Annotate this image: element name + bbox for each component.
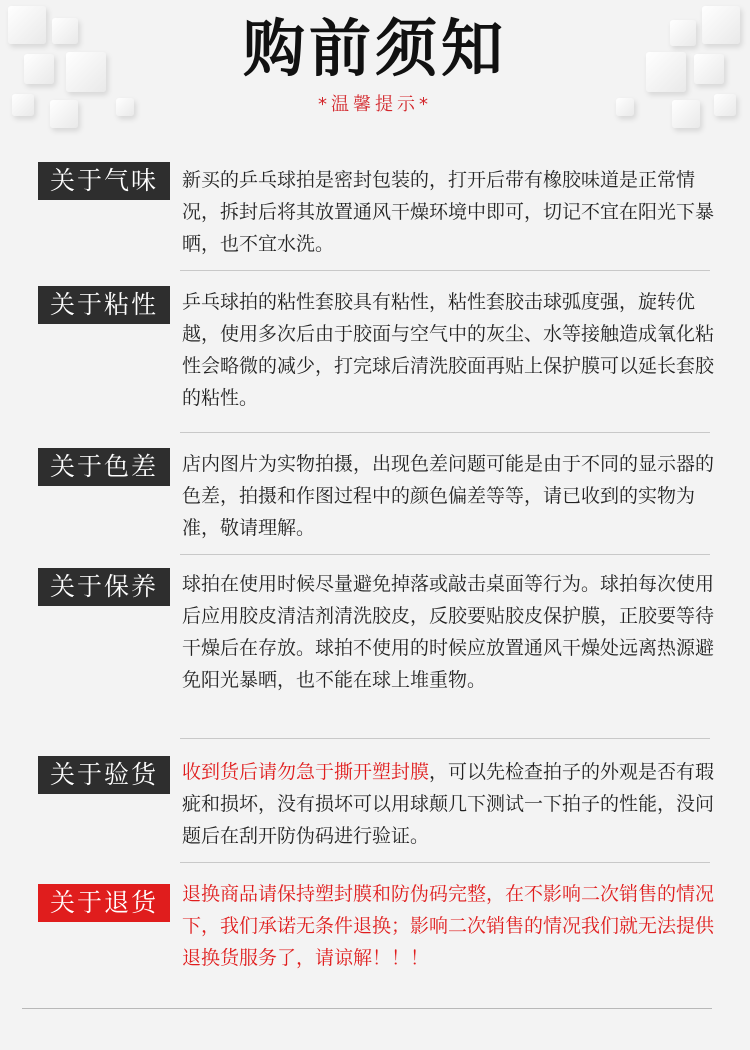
section-label: 关于退货 [38, 884, 170, 922]
bottom-divider [22, 1008, 712, 1009]
section-divider [180, 554, 710, 555]
section-highlight: 退换商品请保持塑封膜和防伪码完整，在不影响二次销售的情况下，我们承诺无条件退换；影响二次销售的情况我们就无法提供退换货服务了，请谅解！！！ [182, 883, 715, 969]
section-body: 乒乓球拍的粘性套胶具有粘性，粘性套胶击球弧度强，旋转优越，使用多次后由于胶面与空气中的灰尘、水等接触造成氧化粘性会略微的减少，打完球后清洗胶面再贴上保护膜可以延长套胶的粘性。 [182, 291, 715, 409]
section-text [182, 568, 717, 696]
section-label: 关于色差 [38, 448, 170, 486]
section-text [182, 164, 717, 260]
page-header [0, 10, 750, 116]
section-text [182, 878, 717, 974]
section-divider [180, 738, 710, 739]
section-highlight: 收到货后请勿急于撕开塑封膜 [182, 761, 430, 783]
section-body: 新买的乒乓球拍是密封包装的，打开后带有橡胶味道是正常情况，拆封后将其放置通风干燥环境中即可，切记不宜在阳光下暴晒，也不宜水洗。 [182, 169, 715, 255]
page-subtitle: *温馨提示* [318, 94, 432, 115]
section-divider [180, 432, 710, 433]
section-divider [180, 270, 710, 271]
section-body: 店内图片为实物拍摄，出现色差问题可能是由于不同的显示器的色差，拍摄和作图过程中的颜色偏差等等，请已收到的实物为准，敬请理解。 [182, 453, 715, 539]
section-label: 关于气味 [38, 162, 170, 200]
section-divider [180, 862, 710, 863]
section-label: 关于粘性 [38, 286, 170, 324]
section-text [182, 756, 717, 852]
section-body: 球拍在使用时候尽量避免掉落或敲击桌面等行为。球拍每次使用后应用胶皮清洁剂清洗胶皮，反胶要贴胶皮保护膜，正胶要等待干燥后在存放。球拍不使用的时候应放置通风干燥处远离热源避免阳光暴晒，也不能在球上堆重物。 [182, 573, 715, 691]
section-text [182, 286, 717, 414]
section-label: 关于保养 [38, 568, 170, 606]
section-body: ，可以先检查拍子的外观是否有瑕疵和损坏，没有损坏可以用球颠几下测试一下拍子的性能，没问题后在刮开防伪码进行验证。 [182, 761, 715, 847]
section-text [182, 448, 717, 544]
section-label: 关于验货 [38, 756, 170, 794]
page-title: 购前须知 [242, 12, 507, 85]
